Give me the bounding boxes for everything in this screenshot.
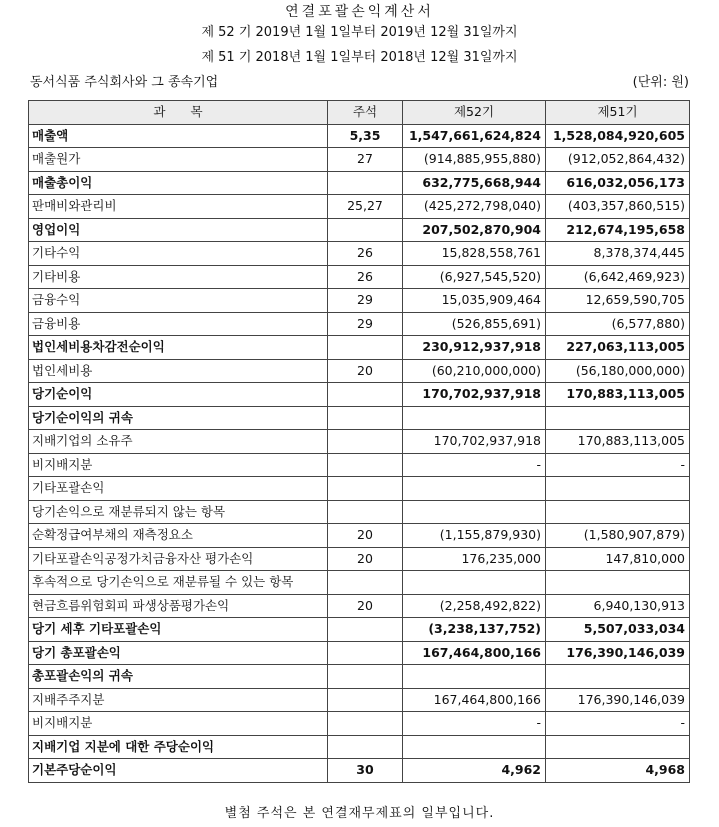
table-row	[29, 618, 690, 642]
unit-label: (단위: 원)	[632, 75, 689, 90]
current-amount-cell: 1,547,661,624,824	[403, 124, 546, 148]
prior-amount-cell	[546, 665, 690, 689]
table-row	[29, 218, 690, 242]
account-cell: 당기 총포괄손익	[29, 641, 328, 665]
table-row	[29, 641, 690, 665]
table-row	[29, 383, 690, 407]
note-cell	[328, 500, 403, 524]
note-cell: 30	[328, 759, 403, 783]
table-row	[29, 477, 690, 501]
prior-amount-cell: 616,032,056,173	[546, 171, 690, 195]
note-cell	[328, 453, 403, 477]
current-amount-cell	[403, 500, 546, 524]
table-row	[29, 289, 690, 313]
table-row	[29, 312, 690, 336]
prior-amount-cell: 227,063,113,005	[546, 336, 690, 360]
account-cell: 지배기업의 소유주	[29, 430, 328, 454]
current-amount-cell	[403, 477, 546, 501]
prior-amount-cell: (6,642,469,923)	[546, 265, 690, 289]
current-amount-cell: 170,702,937,918	[403, 430, 546, 454]
current-amount-cell: (425,272,798,040)	[403, 195, 546, 219]
table-row	[29, 406, 690, 430]
note-cell: 20	[328, 594, 403, 618]
account-cell: 현금흐름위험회피 파생상품평가손익	[29, 594, 328, 618]
note-cell: 26	[328, 242, 403, 266]
prior-amount-cell: 4,968	[546, 759, 690, 783]
table-row	[29, 359, 690, 383]
current-amount-cell: (526,855,691)	[403, 312, 546, 336]
note-cell: 27	[328, 148, 403, 172]
prior-amount-cell: (403,357,860,515)	[546, 195, 690, 219]
account-cell: 판매비와관리비	[29, 195, 328, 219]
note-cell: 29	[328, 289, 403, 313]
prior-amount-cell: 176,390,146,039	[546, 688, 690, 712]
account-cell: 기타비용	[29, 265, 328, 289]
account-cell: 매출액	[29, 124, 328, 148]
prior-amount-cell: 5,507,033,034	[546, 618, 690, 642]
table-row	[29, 688, 690, 712]
table-header-row	[29, 101, 690, 125]
table-row	[29, 594, 690, 618]
table-row	[29, 171, 690, 195]
current-amount-cell: 167,464,800,166	[403, 688, 546, 712]
note-cell: 29	[328, 312, 403, 336]
note-cell	[328, 688, 403, 712]
note-cell	[328, 735, 403, 759]
current-amount-cell	[403, 571, 546, 595]
note-cell	[328, 712, 403, 736]
current-amount-cell	[403, 406, 546, 430]
current-amount-cell: 170,702,937,918	[403, 383, 546, 407]
table-row	[29, 571, 690, 595]
current-amount-cell: 176,235,000	[403, 547, 546, 571]
table-row	[29, 124, 690, 148]
account-cell: 지배주주지분	[29, 688, 328, 712]
table-row	[29, 195, 690, 219]
table-row	[29, 453, 690, 477]
header-current: 제52기	[403, 101, 546, 125]
account-cell: 당기순이익의 귀속	[29, 406, 328, 430]
account-cell: 총포괄손익의 귀속	[29, 665, 328, 689]
current-amount-cell: 167,464,800,166	[403, 641, 546, 665]
account-cell: 기타수익	[29, 242, 328, 266]
header-note: 주석	[328, 101, 403, 125]
prior-amount-cell: -	[546, 453, 690, 477]
prior-amount-cell	[546, 571, 690, 595]
current-amount-cell	[403, 735, 546, 759]
account-cell: 금융비용	[29, 312, 328, 336]
current-amount-cell: (60,210,000,000)	[403, 359, 546, 383]
table-row	[29, 712, 690, 736]
income-statement-table	[28, 100, 690, 783]
period-current: 제 52 기 2019년 1월 1일부터 2019년 12월 31일까지	[201, 25, 518, 40]
note-cell	[328, 406, 403, 430]
account-cell: 당기순이익	[29, 383, 328, 407]
prior-amount-cell: 147,810,000	[546, 547, 690, 571]
note-cell	[328, 571, 403, 595]
note-cell	[328, 430, 403, 454]
prior-amount-cell: 176,390,146,039	[546, 641, 690, 665]
account-cell: 후속적으로 당기손익으로 재분류될 수 있는 항목	[29, 571, 328, 595]
prior-amount-cell: -	[546, 712, 690, 736]
prior-amount-cell	[546, 735, 690, 759]
account-cell: 비지배지분	[29, 453, 328, 477]
account-cell: 법인세비용차감전순이익	[29, 336, 328, 360]
table-row	[29, 547, 690, 571]
note-cell: 26	[328, 265, 403, 289]
prior-amount-cell: (1,580,907,879)	[546, 524, 690, 548]
note-cell: 25,27	[328, 195, 403, 219]
account-cell: 매출원가	[29, 148, 328, 172]
note-cell	[328, 383, 403, 407]
table-row	[29, 430, 690, 454]
header-prior: 제51기	[546, 101, 690, 125]
account-cell: 매출총이익	[29, 171, 328, 195]
table-row	[29, 524, 690, 548]
note-cell	[328, 171, 403, 195]
table-row	[29, 759, 690, 783]
current-amount-cell: -	[403, 453, 546, 477]
account-cell: 영업이익	[29, 218, 328, 242]
prior-amount-cell: 12,659,590,705	[546, 289, 690, 313]
prior-amount-cell	[546, 406, 690, 430]
current-amount-cell: 230,912,937,918	[403, 336, 546, 360]
current-amount-cell: (2,258,492,822)	[403, 594, 546, 618]
table-row	[29, 242, 690, 266]
note-cell: 20	[328, 524, 403, 548]
current-amount-cell: 632,775,668,944	[403, 171, 546, 195]
account-cell: 기타포괄손익공정가치금융자산 평가손익	[29, 547, 328, 571]
account-cell: 비지배지분	[29, 712, 328, 736]
current-amount-cell	[403, 665, 546, 689]
current-amount-cell: 15,035,909,464	[403, 289, 546, 313]
account-cell: 순확정급여부채의 재측정요소	[29, 524, 328, 548]
current-amount-cell: (914,885,955,880)	[403, 148, 546, 172]
note-cell	[328, 665, 403, 689]
prior-amount-cell	[546, 477, 690, 501]
prior-amount-cell: 6,940,130,913	[546, 594, 690, 618]
statement-title: 연결포괄손익계산서	[285, 4, 434, 20]
prior-amount-cell: 8,378,374,445	[546, 242, 690, 266]
note-cell: 20	[328, 547, 403, 571]
account-cell: 기타포괄손익	[29, 477, 328, 501]
table-row	[29, 665, 690, 689]
account-cell: 당기손익으로 재분류되지 않는 항목	[29, 500, 328, 524]
prior-amount-cell: (6,577,880)	[546, 312, 690, 336]
footnote: 별첨 주석은 본 연결재무제표의 일부입니다.	[224, 806, 495, 821]
note-cell	[328, 336, 403, 360]
note-cell	[328, 618, 403, 642]
table-row	[29, 500, 690, 524]
table-body	[29, 124, 690, 782]
prior-amount-cell: 1,528,084,920,605	[546, 124, 690, 148]
company-name: 동서식품 주식회사와 그 종속기업	[30, 75, 219, 90]
note-cell: 20	[328, 359, 403, 383]
current-amount-cell: 15,828,558,761	[403, 242, 546, 266]
table-row	[29, 148, 690, 172]
current-amount-cell: (3,238,137,752)	[403, 618, 546, 642]
prior-amount-cell: 170,883,113,005	[546, 430, 690, 454]
table-row	[29, 336, 690, 360]
prior-amount-cell: 170,883,113,005	[546, 383, 690, 407]
prior-amount-cell	[546, 500, 690, 524]
account-cell: 법인세비용	[29, 359, 328, 383]
table-row	[29, 265, 690, 289]
account-cell: 지배기업 지분에 대한 주당순이익	[29, 735, 328, 759]
current-amount-cell: 4,962	[403, 759, 546, 783]
note-cell	[328, 641, 403, 665]
prior-amount-cell: (912,052,864,432)	[546, 148, 690, 172]
current-amount-cell: -	[403, 712, 546, 736]
note-cell: 5,35	[328, 124, 403, 148]
account-cell: 당기 세후 기타포괄손익	[29, 618, 328, 642]
account-cell: 기본주당순이익	[29, 759, 328, 783]
header-account: 과 목	[29, 101, 328, 125]
current-amount-cell: (1,155,879,930)	[403, 524, 546, 548]
period-prior: 제 51 기 2018년 1월 1일부터 2018년 12월 31일까지	[201, 50, 518, 65]
current-amount-cell: 207,502,870,904	[403, 218, 546, 242]
prior-amount-cell: (56,180,000,000)	[546, 359, 690, 383]
prior-amount-cell: 212,674,195,658	[546, 218, 690, 242]
note-cell	[328, 218, 403, 242]
current-amount-cell: (6,927,545,520)	[403, 265, 546, 289]
table-row	[29, 735, 690, 759]
account-cell: 금융수익	[29, 289, 328, 313]
note-cell	[328, 477, 403, 501]
